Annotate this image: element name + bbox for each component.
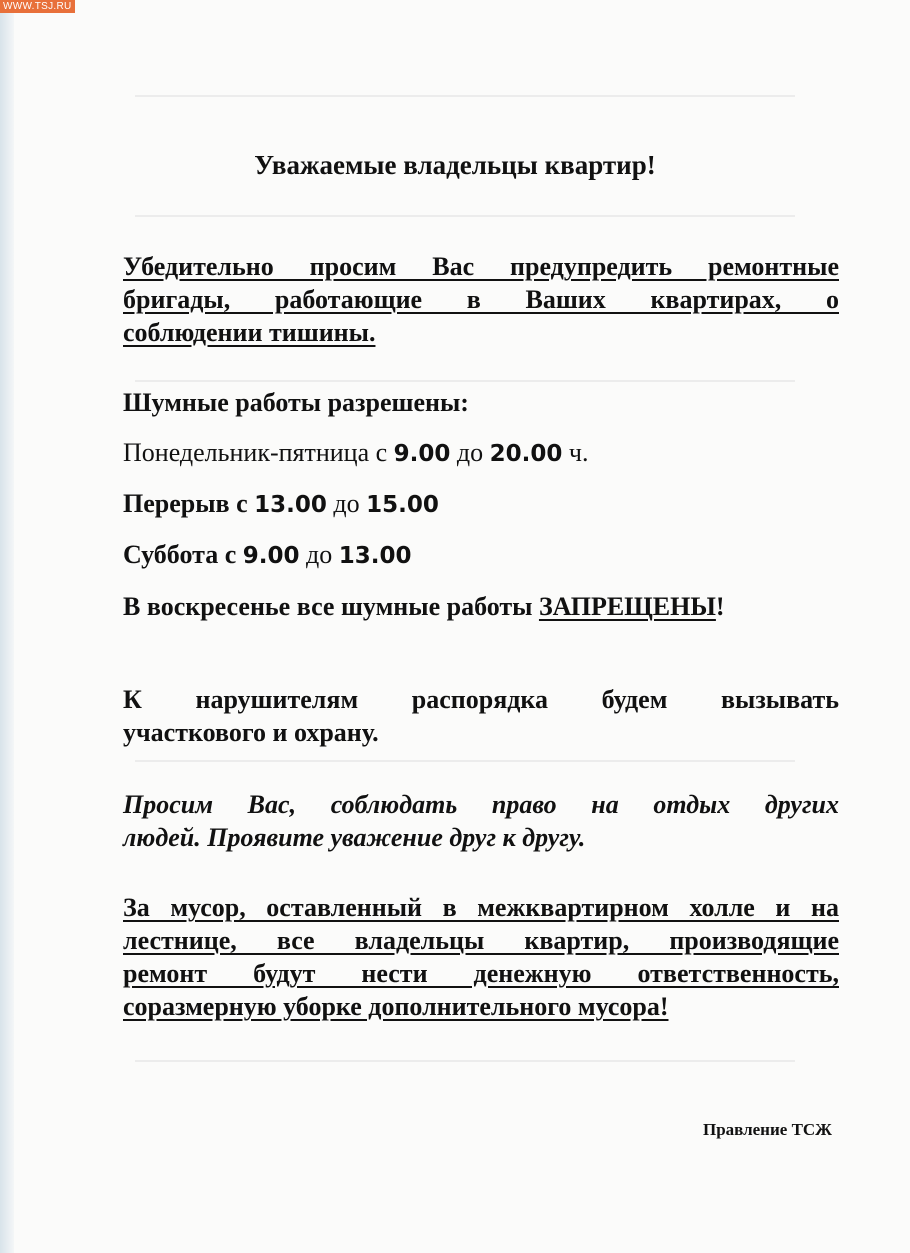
label: ч. xyxy=(568,438,589,467)
text-line: соразмерную уборке дополнительного мусора! xyxy=(123,992,669,1021)
label: В воскресенье все шумные работы xyxy=(123,592,533,621)
request-paragraph xyxy=(123,250,839,349)
bleed-through xyxy=(135,760,795,762)
appeal-paragraph xyxy=(123,788,839,854)
label: до xyxy=(333,489,360,518)
text-line: Просим Вас, соблюдать право на отдых других xyxy=(123,790,839,819)
time-from: 9.00 xyxy=(393,441,451,467)
time-from: 13.00 xyxy=(254,492,327,518)
text-line: участкового и охрану. xyxy=(123,718,379,747)
time-from: 9.00 xyxy=(242,543,300,569)
trash-paragraph xyxy=(123,891,839,1023)
signature: Правление ТСЖ xyxy=(702,1120,832,1139)
label: до xyxy=(305,540,333,569)
schedule-break xyxy=(123,489,839,519)
prohibited-emphasis: ЗАПРЕЩЕНЫ xyxy=(538,592,716,621)
label: Понедельник-пятница с xyxy=(123,438,388,467)
label: Перерыв с xyxy=(123,489,248,518)
bleed-through xyxy=(135,215,795,217)
text-line: соблюдении тишины. xyxy=(123,318,376,347)
text-line: лестнице, все владельцы квартир, производящие xyxy=(123,926,839,955)
bleed-through xyxy=(135,1060,795,1062)
text-line: Убедительно просим Вас предупредить ремонтные xyxy=(123,252,839,281)
text-line: бригады, работающие в Ваших квартирах, о xyxy=(123,285,839,314)
bleed-through xyxy=(135,380,795,382)
page-title: Уважаемые владельцы квартир! xyxy=(254,150,656,180)
schedule-heading: Шумные работы разрешены: xyxy=(123,388,469,417)
text-line: ремонт будут нести денежную ответственность, xyxy=(123,959,839,988)
schedule-sunday xyxy=(123,592,839,622)
text-line: людей. Проявите уважение друг к другу. xyxy=(123,823,586,852)
time-to: 20.00 xyxy=(489,441,563,467)
bleed-through xyxy=(135,95,795,97)
text-line: К нарушителям распорядка будем вызывать xyxy=(123,685,839,714)
schedule-weekdays xyxy=(123,438,839,468)
label: Суббота с xyxy=(123,540,237,569)
text-line: За мусор, оставленный в межквартирном холле и на xyxy=(123,893,839,922)
watermark: WWW.TSJ.RU xyxy=(0,0,75,13)
time-to: 15.00 xyxy=(366,492,439,518)
time-to: 13.00 xyxy=(338,543,412,569)
label: ! xyxy=(715,592,725,621)
label: до xyxy=(456,438,484,467)
violators-paragraph xyxy=(123,683,839,749)
schedule-saturday xyxy=(123,540,839,570)
scan-edge xyxy=(0,0,14,1253)
